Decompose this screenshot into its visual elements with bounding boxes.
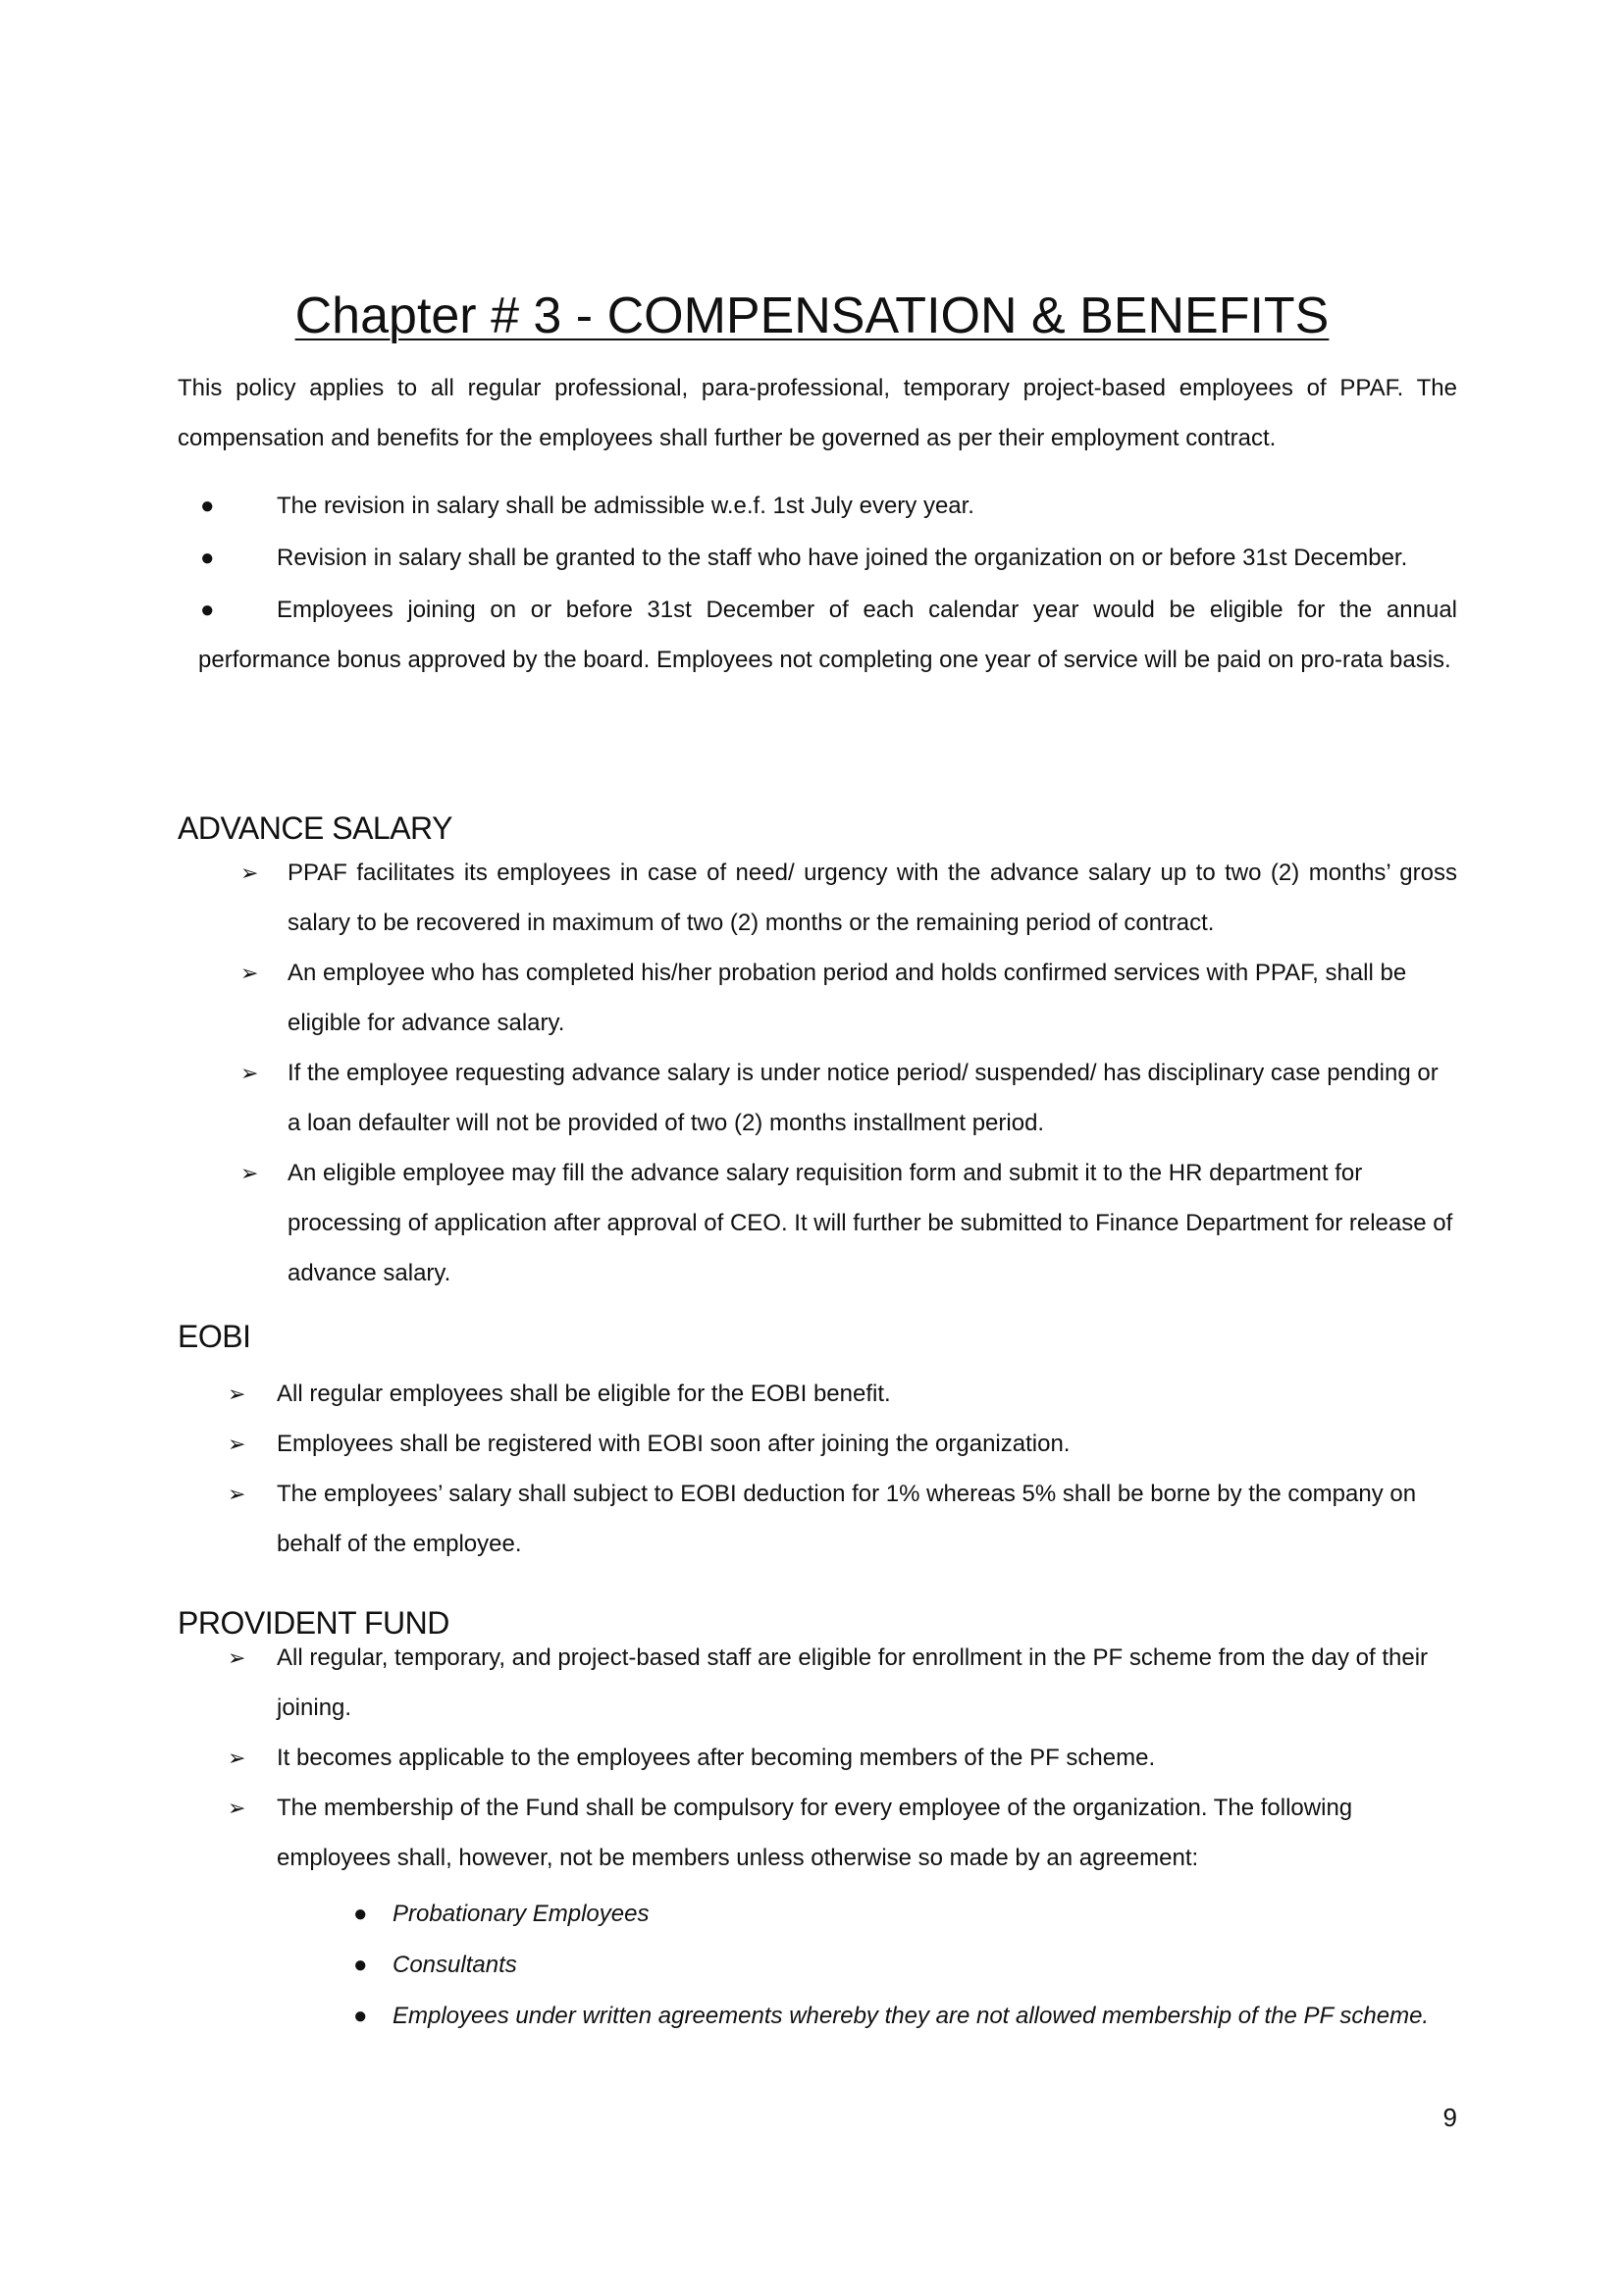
list-item-text: Employees joining on or before 31st December of each calendar year would be eligible for the annual performance bonus approved by the board. Employees not completing one year of service will be paid on pro-rata basis.: [198, 597, 1457, 673]
provident-fund-list: [228, 1633, 1457, 1883]
intro-paragraph: This policy applies to all regular professional, para-professional, temporary project-based employees of PPAF. The compensation and benefits for the employees shall further be governed as per their employment contract.: [178, 375, 1457, 451]
list-item: [228, 1733, 1457, 1783]
eobi-list: [228, 1369, 1457, 1569]
list-item: [198, 481, 1457, 531]
arrow-bullet-icon: ➢: [228, 1482, 246, 1506]
list-item-text: All regular employees shall be eligible for the EOBI benefit.: [277, 1381, 891, 1407]
bullet-dot-icon: ●: [353, 1901, 368, 1927]
list-item-text: Probationary Employees: [393, 1901, 650, 1927]
arrow-bullet-icon: ➢: [240, 961, 259, 985]
list-item: [228, 1419, 1457, 1469]
list-item-text: An employee who has completed his/her probation period and holds confirmed services with PPAF, shall be eligible for advance salary.: [288, 960, 1407, 1036]
list-item-text: Employees shall be registered with EOBI soon after joining the organization.: [277, 1431, 1071, 1457]
list-item-text: The employees’ salary shall subject to EOBI deduction for 1% whereas 5% shall be borne by the company on behalf of the employee.: [277, 1481, 1417, 1557]
advance-salary-list: [240, 848, 1457, 1298]
list-item-text: PPAF facilitates its employees in case of need/ urgency with the advance salary up to two (2) months’ gross salary to be recovered in maximum of two (2) months or the remaining period of contract.: [288, 860, 1457, 936]
bullet-dot-icon: ●: [200, 597, 215, 623]
chapter-title: Chapter # 3 - COMPENSATION & BENEFITS: [294, 287, 1330, 344]
list-item-text: Revision in salary shall be granted to the staff who have joined the organization on or before 31st December.: [277, 545, 1408, 571]
provident-fund-heading: PROVIDENT FUND: [178, 1605, 449, 1641]
arrow-bullet-icon: ➢: [228, 1432, 246, 1456]
list-item: [240, 848, 1457, 948]
list-item: [240, 948, 1457, 1048]
list-item: [353, 1889, 1457, 1939]
bullet-dot-icon: ●: [200, 493, 215, 519]
list-item-text: Consultants: [393, 1952, 517, 1978]
arrow-bullet-icon: ➢: [240, 861, 259, 885]
arrow-bullet-icon: ➢: [240, 1161, 259, 1185]
bullet-dot-icon: ●: [200, 545, 215, 571]
arrow-bullet-icon: ➢: [228, 1796, 246, 1820]
list-item: [353, 1991, 1457, 2041]
list-item: [228, 1783, 1457, 1883]
bullet-dot-icon: ●: [353, 1952, 368, 1978]
pf-exclusion-list: [353, 1889, 1457, 2042]
eobi-heading: EOBI: [178, 1319, 251, 1354]
list-item: [198, 585, 1457, 685]
list-item: [240, 1148, 1457, 1298]
list-item: [198, 533, 1457, 583]
list-item-text: The membership of the Fund shall be compulsory for every employee of the organization. The following employees shall, however, not be members unless otherwise so made by an agreement:: [277, 1795, 1353, 1871]
arrow-bullet-icon: ➢: [228, 1382, 246, 1406]
list-item: [228, 1469, 1457, 1569]
list-item-text: An eligible employee may fill the advance salary requisition form and submit it to the HR department for processing of application after approval of CEO. It will further be submitted to Finance Department for release of advance salary.: [288, 1160, 1453, 1286]
list-item-text: It becomes applicable to the employees after becoming members of the PF scheme.: [277, 1745, 1156, 1771]
arrow-bullet-icon: ➢: [240, 1061, 259, 1085]
list-item-text: Employees under written agreements whereby they are not allowed membership of the PF scheme.: [393, 2003, 1430, 2029]
list-item-text: The revision in salary shall be admissible w.e.f. 1st July every year.: [277, 493, 974, 519]
arrow-bullet-icon: ➢: [228, 1645, 246, 1670]
list-item: [228, 1369, 1457, 1419]
policy-bullet-list: [198, 481, 1457, 687]
list-item: [353, 1940, 1457, 1990]
list-item: [228, 1633, 1457, 1733]
advance-salary-heading: ADVANCE SALARY: [178, 810, 452, 846]
page-number: 9: [1442, 2103, 1457, 2132]
list-item-text: All regular, temporary, and project-based staff are eligible for enrollment in the PF scheme from the day of their joining.: [277, 1644, 1429, 1721]
list-item-text: If the employee requesting advance salary is under notice period/ suspended/ has disciplinary case pending or a loan defaulter will not be provided of two (2) months installment period.: [288, 1060, 1439, 1136]
bullet-dot-icon: ●: [353, 2003, 368, 2029]
list-item: [240, 1048, 1457, 1148]
arrow-bullet-icon: ➢: [228, 1746, 246, 1770]
